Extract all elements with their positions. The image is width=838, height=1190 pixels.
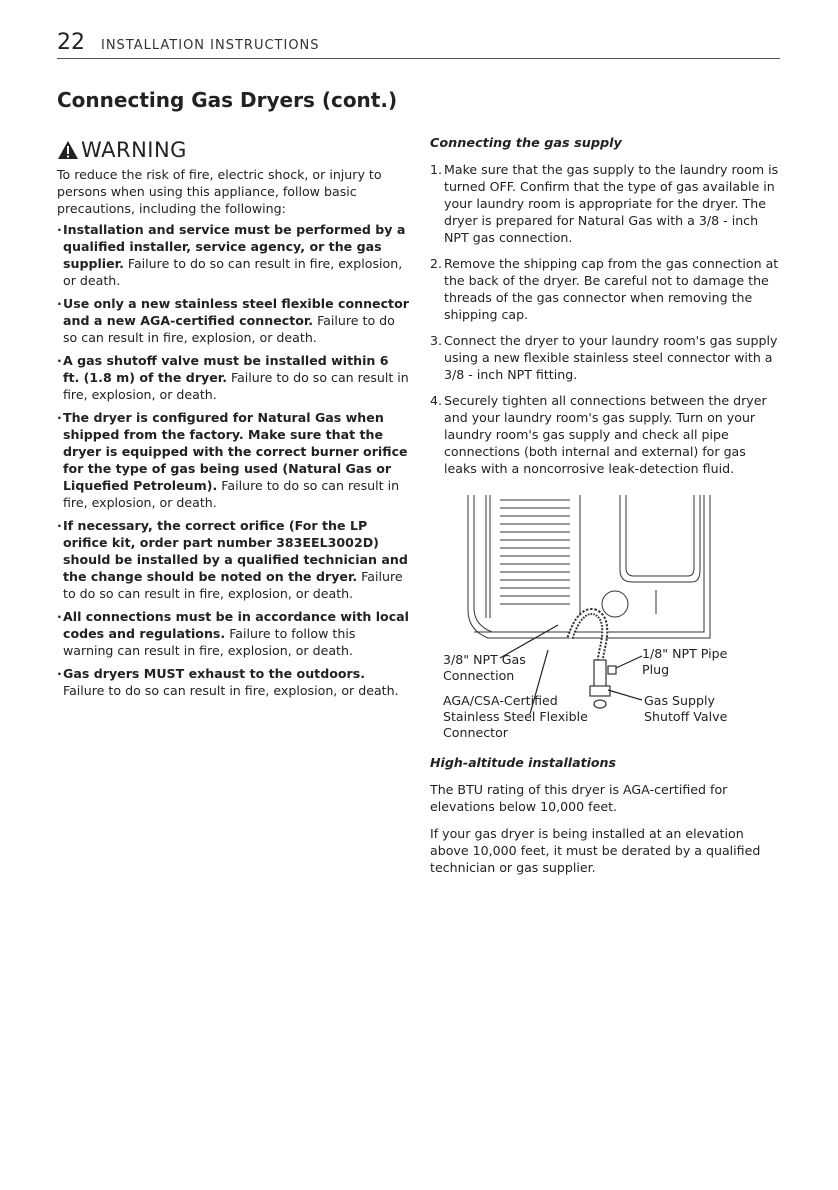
page-number: 22 [57, 30, 85, 55]
warning-item-bold: The dryer is configured for Natural Gas when shipped from the factory. Make sure that the dryer is equipped with the correct burner orifice for the type of gas being used (Natural Gas or Liquefied Petroleum). [63, 410, 408, 493]
warning-item-bold: If necessary, the correct orifice (For the LP orifice kit, order part number 383EEL3002D) should be installed by a qualified technician and the change should be noted on the dryer. [63, 518, 408, 584]
warning-item-bold: All connections must be in accordance with local codes and regulations. [63, 609, 409, 641]
vent-louvers [500, 500, 570, 604]
warning-item: ·All connections must be in accordance with local codes and regulations. Failure to follow this warning can result in fire, explosion, or death. [57, 609, 409, 658]
step-item [430, 255, 782, 323]
warning-item: ·If necessary, the correct orifice (For the LP orifice kit, order part number 383EEL3002D) should be installed by a qualified technician and the change should be noted on the dryer. Failure to do so can result in fire, explosion, or death. [57, 518, 408, 601]
step-item [430, 161, 782, 246]
high-altitude-heading: High-altitude installations [430, 755, 617, 770]
gas-supply-steps [430, 161, 782, 477]
warning-item-text: Failure to do so can result in fire, explosion, or death. [63, 370, 409, 402]
warning-item-text: Failure to do so can result in fire, explosion, or death. [63, 569, 403, 601]
warning-item: ·Installation and service must be performed by a qualified installer, service agency, or the gas supplier. Failure to do so can result in fire, explosion, or death. [57, 222, 406, 288]
label-npt-gas-connection: 3/8" NPT Gas Connection [443, 652, 526, 683]
warning-item: ·Use only a new stainless steel flexible connector and a new AGA-certified connector. Failure to do so can result in fire, explosion, or death. [57, 296, 409, 345]
step-item [430, 392, 782, 477]
warning-item-text: Failure to do so can result in fire, explosion, or death. [63, 683, 399, 698]
warning-section [57, 138, 409, 705]
warning-item-text: Failure to do so can result in fire, explosion, or death. [63, 478, 400, 510]
warning-triangle-icon [57, 140, 79, 160]
step-text: Make sure that the gas supply to the laundry room is turned OFF. Confirm that the type of gas available in your laundry room is appropriate for the dryer. The dryer is prepared for Natural Gas with a 3/8 - inch NPT gas connection. [444, 162, 779, 245]
warning-item-text: Failure to follow this warning can result in fire, explosion, or death. [63, 626, 356, 658]
gas-supply-section [430, 136, 782, 486]
shutoff-valve [590, 660, 616, 708]
warning-item-bold: Installation and service must be performed by a qualified installer, service agency, or the gas supplier. [63, 222, 406, 271]
warning-item-bold: A gas shutoff valve must be installed within 6 ft. (1.8 m) of the dryer. [63, 353, 389, 385]
exhaust-port [602, 591, 628, 617]
warning-intro: To reduce the risk of fire, electric shock, or injury to persons when using this appliance, follow basic precautions, including the following: [57, 167, 382, 216]
step-number: 1. [430, 162, 443, 177]
step-number: 3. [430, 333, 443, 348]
label-shutoff-valve: Gas Supply Shutoff Valve [644, 693, 728, 724]
step-number: 2. [430, 256, 443, 271]
step-text: Securely tighten all connections between the dryer and your laundry room's gas supply. Turn on your laundry room's gas supply and check all pipe connections (both internal and external) for gas leaks with a noncorrosive leak-detection fluid. [444, 393, 767, 476]
section-title: INSTALLATION INSTRUCTIONS [101, 38, 320, 53]
step-text: Connect the dryer to your laundry room's gas supply using a new flexible stainless steel connector with a 3/8 - inch NPT fitting. [444, 333, 778, 382]
gas-supply-heading: Connecting the gas supply [430, 136, 622, 151]
warning-item-text: Failure to do so can result in fire, explosion, or death. [63, 313, 395, 345]
warning-header [57, 138, 409, 162]
step-item [430, 332, 782, 383]
high-altitude-para-1: The BTU rating of this dryer is AGA-certified for elevations below 10,000 feet. [430, 782, 728, 814]
page-header [57, 30, 780, 59]
warning-item: ·A gas shutoff valve must be installed within 6 ft. (1.8 m) of the dryer. Failure to do so can result in fire, explosion, or death. [57, 353, 409, 402]
warning-item: ·Gas dryers MUST exhaust to the outdoors. Failure to do so can result in fire, explosion, or death. [57, 666, 399, 698]
gas-connection-diagram [430, 490, 782, 750]
high-altitude-para-2: If your gas dryer is being installed at an elevation above 10,000 feet, it must be derated by a qualified technician or gas supplier. [430, 826, 761, 875]
warning-item-bold: Use only a new stainless steel flexible connector and a new AGA-certified connector. [63, 296, 409, 328]
warning-item: ·The dryer is configured for Natural Gas when shipped from the factory. Make sure that the dryer is equipped with the correct burner orifice for the type of gas being used (Natural Gas or Liquefied Petroleum). Failure to do so can result in fire, explosion, or death. [57, 410, 408, 510]
page-title: Connecting Gas Dryers (cont.) [57, 88, 398, 112]
high-altitude-section [430, 754, 782, 886]
step-number: 4. [430, 393, 443, 408]
warning-title: WARNING [81, 138, 187, 162]
step-text: Remove the shipping cap from the gas connection at the back of the dryer. Be careful not to damage the threads of the gas connector when removing the shipping cap. [444, 256, 779, 322]
label-flexible-connector: AGA/CSA-Certified Stainless Steel Flexible Connector [443, 693, 588, 740]
warning-item-text: Failure to do so can result in fire, explosion, or death. [63, 256, 403, 288]
label-pipe-plug: 1/8" NPT Pipe Plug [642, 646, 728, 677]
warning-item-bold: Gas dryers MUST exhaust to the outdoors. [63, 666, 365, 681]
warning-list [57, 221, 409, 699]
